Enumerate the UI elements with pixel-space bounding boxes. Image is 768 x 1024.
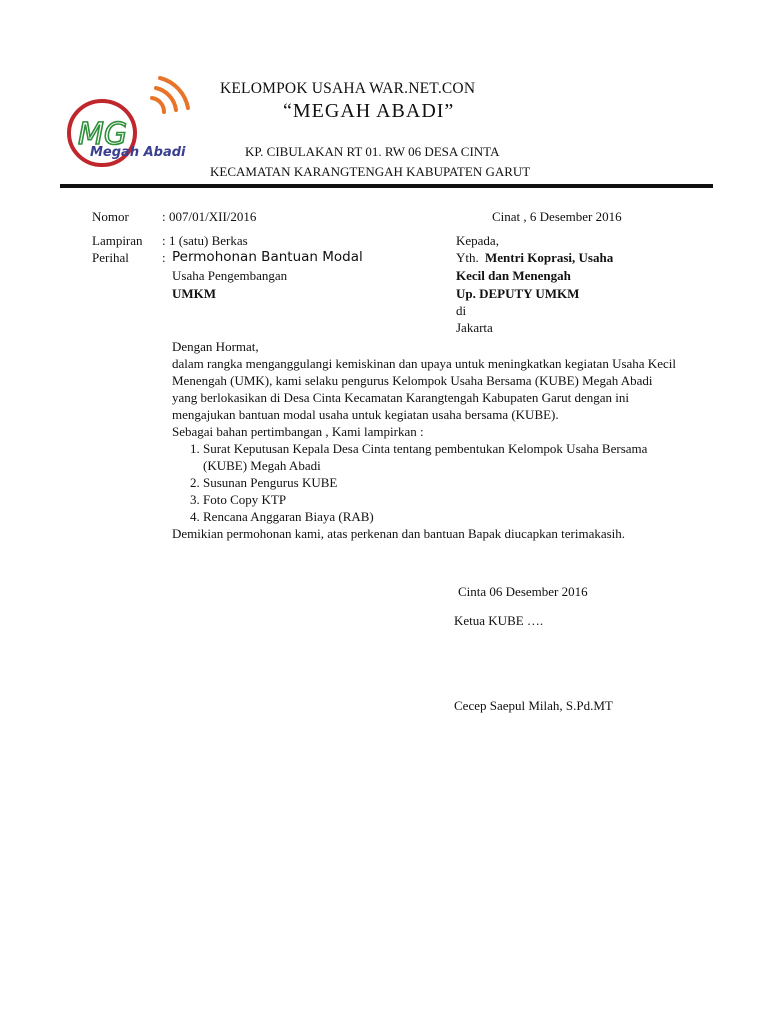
logo-brand-text: Megah Abadi <box>90 145 186 160</box>
attachments-intro: Sebagai bahan pertimbangan , Kami lampirkan : <box>172 424 424 439</box>
address-line-1: KP. CIBULAKAN RT 01. RW 06 DESA CINTA <box>245 144 500 159</box>
header-divider <box>60 184 713 188</box>
attachments-list <box>172 440 676 525</box>
perihal-subject-line-2: Usaha Pengembangan <box>172 268 288 283</box>
lampiran-value: 1 (satu) Berkas <box>169 233 248 248</box>
lampiran-colon: : <box>162 233 166 248</box>
organization-title: “MEGAH ABADI” <box>283 100 455 122</box>
nomor-value: 007/01/XII/2016 <box>169 209 257 224</box>
organization-logo <box>60 70 200 170</box>
nomor-colon: : <box>162 209 166 224</box>
signature-title: Ketua KUBE …. <box>454 613 544 628</box>
recipient-yth: Yth. <box>456 250 479 265</box>
nomor-label: Nomor <box>92 209 129 224</box>
signatory-name: Cecep Saepul Milah, S.Pd.MT <box>454 698 613 713</box>
letter-body <box>172 338 676 542</box>
address-line-2: KECAMATAN KARANGTENGAH KABUPATEN GARUT <box>210 164 531 179</box>
perihal-subject-line-3: UMKM <box>172 286 217 301</box>
organization-name: KELOMPOK USAHA WAR.NET.CON <box>220 80 476 97</box>
signature-date: Cinta 06 Desember 2016 <box>458 584 588 599</box>
greeting: Dengan Hormat, <box>172 339 259 354</box>
recipient-di: di <box>456 303 467 318</box>
attachment-item: 3. Foto Copy KTP <box>203 491 676 508</box>
recipient-line-1: Mentri Koprasi, Usaha <box>485 250 614 265</box>
lampiran-label: Lampiran <box>92 233 143 248</box>
attachment-item: 2. Susunan Pengurus KUBE <box>203 474 676 491</box>
logo-mark-text: MG <box>78 117 128 152</box>
body-paragraph: dalam rangka menganggulangi kemiskinan dan upaya untuk meningkatkan kegiatan Usaha Kecil Menengah (UMK), kami selaku pengurus Kelompok Usaha Bersama (KUBE) Megah Abadi yang berlokasikan di Desa Cinta Kecamatan Karangtengah Kabupaten Garut dengan ini mengajukan bantuan modal usaha untuk kegiatan usaha bersama (KUBE). <box>172 356 676 422</box>
perihal-subject: Permohonan Bantuan Modal <box>172 249 363 265</box>
attachment-item: 1. Surat Keputusan Kepala Desa Cinta tentang pembentukan Kelompok Usaha Bersama (KUBE) Megah Abadi <box>203 440 676 474</box>
closing-paragraph: Demikian permohonan kami, atas perkenan dan bantuan Bapak diucapkan terimakasih. <box>172 526 626 541</box>
recipient-line-3: Up. DEPUTY UMKM <box>456 286 580 301</box>
recipient-kepada: Kepada, <box>456 233 499 248</box>
recipient-city: Jakarta <box>456 320 493 335</box>
attachment-item: 4. Rencana Anggaran Biaya (RAB) <box>203 508 676 525</box>
recipient-line-2: Kecil dan Menengah <box>456 268 571 283</box>
perihal-colon: : <box>162 250 166 265</box>
letter-date: Cinat , 6 Desember 2016 <box>492 209 622 224</box>
logo-graphic <box>60 70 200 170</box>
perihal-label: Perihal <box>92 250 129 265</box>
